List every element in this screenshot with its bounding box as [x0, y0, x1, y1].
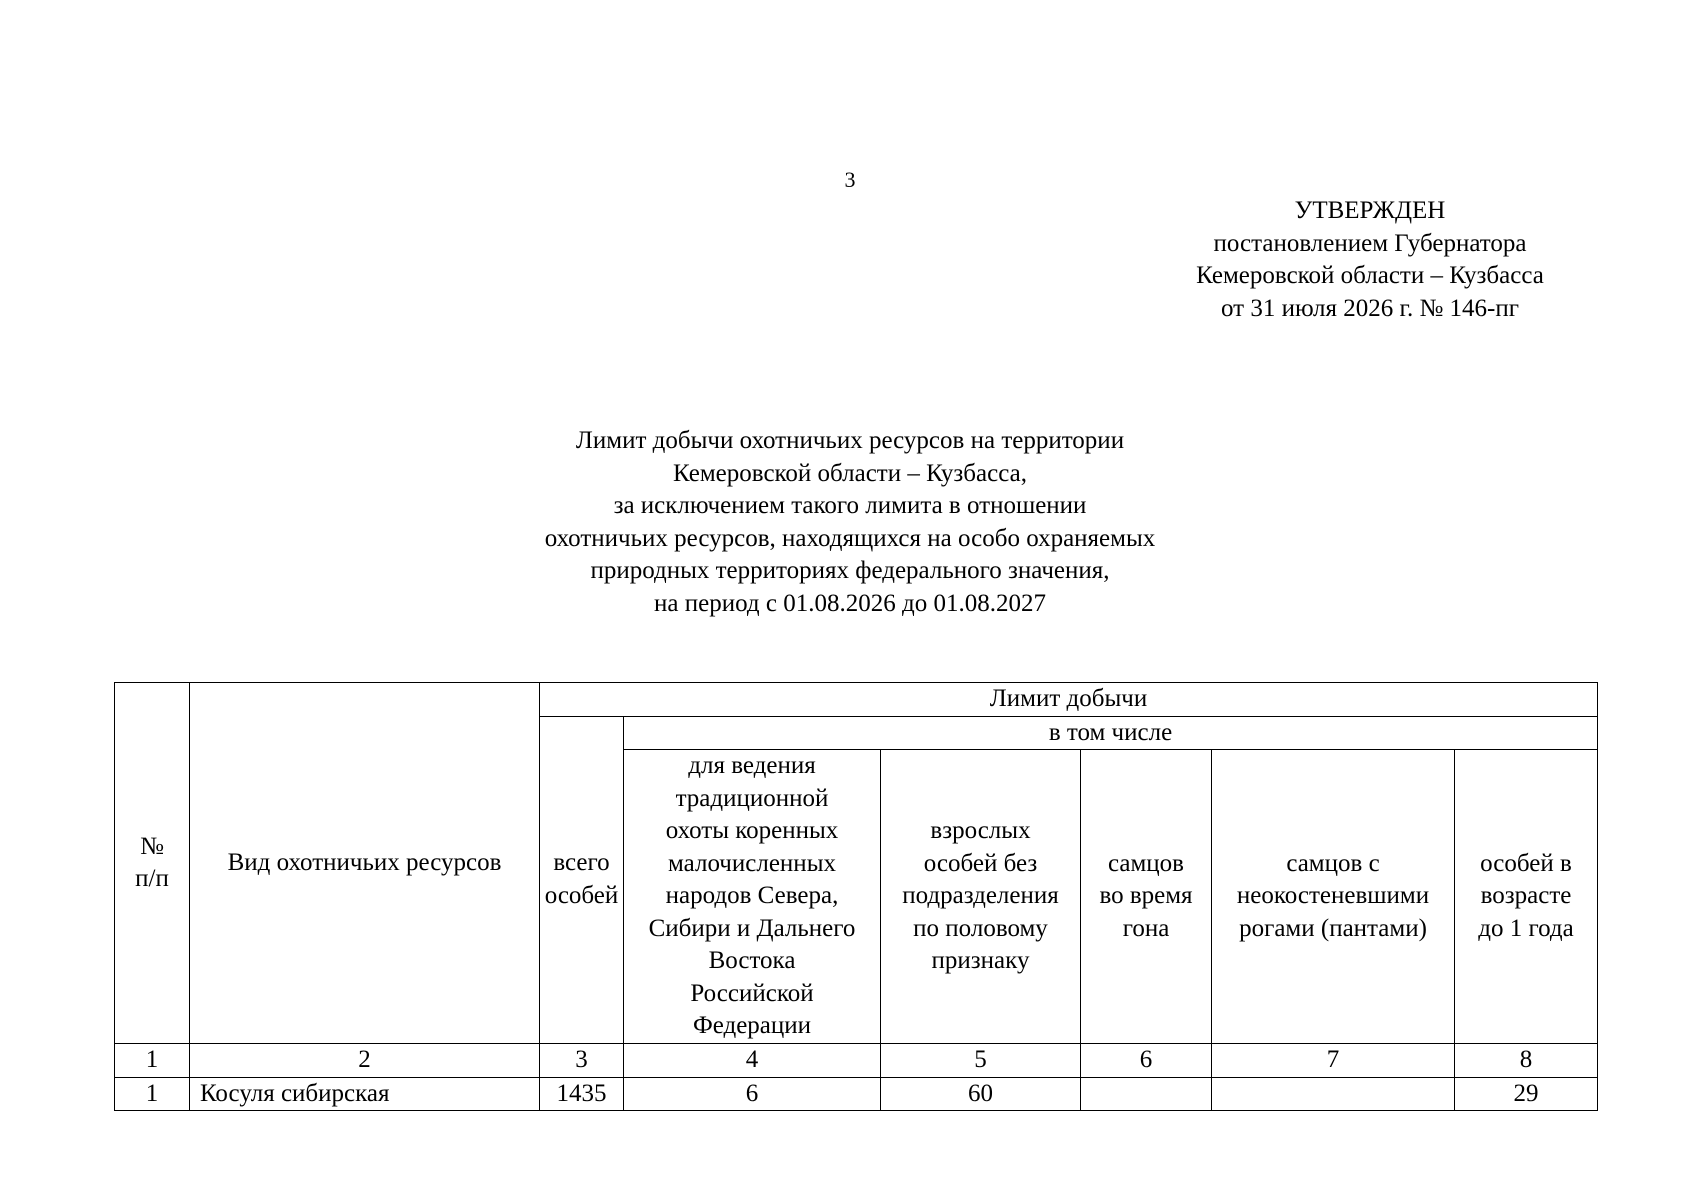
- header-traditional-line: малочисленных: [668, 849, 836, 877]
- approval-line-1: УТВЕРЖДЕН: [1294, 197, 1446, 224]
- header-males-rut: [1081, 750, 1212, 1044]
- header-traditional-line: Российской: [690, 979, 814, 1007]
- page-number: 3: [844, 167, 856, 192]
- header-males-antlers-line: самцов с: [1286, 849, 1380, 877]
- header-number-line: п/п: [135, 865, 169, 892]
- header-males-rut-line: гона: [1122, 914, 1170, 942]
- cell-traditional: 6: [624, 1077, 881, 1111]
- approval-line-3: Кемеровской области – Кузбасса: [1196, 262, 1544, 289]
- header-young-line: возрасте: [1480, 882, 1572, 910]
- header-young: [1455, 750, 1598, 1044]
- header-adults: [881, 750, 1081, 1044]
- title-line-3: за исключением такого лимита в отношении: [613, 492, 1087, 519]
- header-males-antlers-line: рогами (пантами): [1239, 914, 1427, 942]
- header-total-line: всего: [553, 849, 610, 877]
- header-traditional: [624, 750, 881, 1044]
- header-males-antlers: [1212, 750, 1455, 1044]
- header-males-antlers-line: неокостеневшими: [1236, 882, 1430, 910]
- column-number: 4: [624, 1044, 881, 1078]
- approval-line-4: от 31 июля 2026 г. № 146-пг: [1221, 294, 1519, 322]
- header-males-rut-line: во время: [1099, 882, 1193, 910]
- header-adults-line: взрослых: [930, 817, 1031, 845]
- column-number: 2: [190, 1044, 540, 1078]
- title-line-2: Кемеровской области – Кузбасса,: [673, 459, 1027, 487]
- column-number: 1: [115, 1044, 190, 1078]
- header-traditional-line: для ведения: [688, 752, 816, 780]
- column-number: 7: [1212, 1044, 1455, 1078]
- column-number: 6: [1081, 1044, 1212, 1078]
- header-traditional-line: Федерации: [692, 1012, 812, 1040]
- approval-line-2: постановлением Губернатора: [1213, 229, 1527, 257]
- title-line-6: на период с 01.08.2026 до 01.08.2027: [654, 589, 1046, 617]
- header-adults-line: подразделения: [902, 882, 1059, 910]
- cell-males-rut: [1081, 1077, 1212, 1111]
- title-line-4: охотничьих ресурсов, находящихся на особо охраняемых: [544, 524, 1156, 552]
- column-number: 8: [1455, 1044, 1598, 1078]
- header-limit: Лимит добычи: [540, 683, 1598, 717]
- table-row: [115, 1077, 1598, 1111]
- header-traditional-line: охоты коренных: [665, 817, 839, 845]
- header-number: [115, 683, 190, 1044]
- header-including: в том числе: [624, 716, 1598, 750]
- title-line-5: природных территориях федерального значения,: [590, 557, 1110, 584]
- header-traditional-line: традиционной: [675, 784, 829, 812]
- header-young-line: до 1 года: [1478, 914, 1574, 942]
- header-species: Вид охотничьих ресурсов: [190, 683, 540, 1044]
- column-number-row: [115, 1044, 1598, 1078]
- cell-young: 29: [1455, 1077, 1598, 1111]
- hunting-limits-table: [114, 682, 1598, 1111]
- header-total: [540, 716, 624, 1044]
- cell-males-antlers: [1212, 1077, 1455, 1111]
- document-title: [350, 425, 1350, 620]
- header-traditional-line: народов Севера,: [665, 882, 839, 910]
- cell-total: 1435: [540, 1077, 624, 1111]
- cell-species: Косуля сибирская: [190, 1077, 540, 1111]
- header-traditional-line: Сибири и Дальнего: [648, 914, 856, 942]
- cell-number: 1: [115, 1077, 190, 1111]
- header-males-rut-line: самцов: [1107, 849, 1184, 877]
- header-adults-line: по половому: [913, 914, 1048, 942]
- header-traditional-line: Востока: [708, 947, 796, 975]
- header-number-line: №: [140, 832, 164, 860]
- header-total-line: особей: [544, 881, 619, 909]
- column-number: 5: [881, 1044, 1081, 1078]
- column-number: 3: [540, 1044, 624, 1078]
- approval-stamp: [1120, 195, 1620, 325]
- header-adults-line: признаку: [931, 947, 1030, 975]
- cell-adults: 60: [881, 1077, 1081, 1111]
- title-line-1: Лимит добычи охотничьих ресурсов на территории: [575, 427, 1125, 454]
- header-young-line: особей в: [1480, 849, 1572, 877]
- header-adults-line: особей без: [923, 849, 1038, 877]
